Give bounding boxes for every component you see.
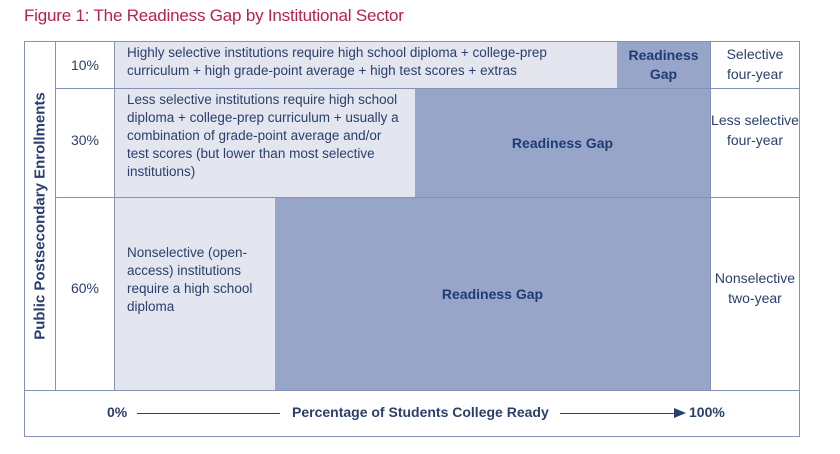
readiness-gap-label: Readiness Gap: [441, 286, 544, 302]
row-percent-60: 60%: [70, 280, 100, 296]
row-percent-30: 30%: [70, 132, 100, 148]
sector-less-selective: Less selective four-year: [711, 112, 799, 148]
x-axis-arrow-icon: [674, 408, 686, 418]
sector-selective: Selective four-year: [726, 46, 784, 82]
requirements-selective: [115, 42, 617, 88]
readiness-gap-label: Readiness Gap: [511, 135, 614, 151]
requirements-selective-text: Highly selective institutions require high school diploma + college-prep curriculum + high grade-point average + high test scores + extras: [127, 45, 547, 78]
axis-divider: [24, 390, 800, 391]
x-axis-line-right: [560, 413, 676, 414]
requirements-nonselective: [115, 198, 275, 390]
readiness-gap-label: Readiness Gap: [628, 47, 699, 82]
x-axis-line-left: [137, 413, 280, 414]
x-axis-start: 0%: [107, 404, 128, 420]
requirements-less-selective: [115, 89, 415, 197]
y-axis-label: Public Postsecondary Enrollments: [31, 92, 49, 340]
readiness-gap-selective: [617, 42, 710, 88]
requirements-nonselective-text: Nonselective (open-access) institutions require a high school diploma: [127, 245, 253, 314]
sector-column-divider: [710, 41, 711, 390]
x-axis-label: Percentage of Students College Ready: [292, 404, 549, 420]
sector-nonselective: Nonselective two-year: [714, 270, 796, 306]
readiness-gap-less-selective: [415, 89, 710, 197]
figure-title: Figure 1: The Readiness Gap by Institutional Sector: [24, 6, 404, 25]
row-percent-10: 10%: [70, 57, 100, 73]
requirements-less-selective-text: Less selective institutions require high school diploma + college-prep curriculum + usually a combination of grade-point average and/or test scores (but lower than most selective institutions): [127, 92, 399, 179]
x-axis-end: 100%: [689, 404, 725, 420]
readiness-gap-nonselective: [275, 198, 710, 390]
